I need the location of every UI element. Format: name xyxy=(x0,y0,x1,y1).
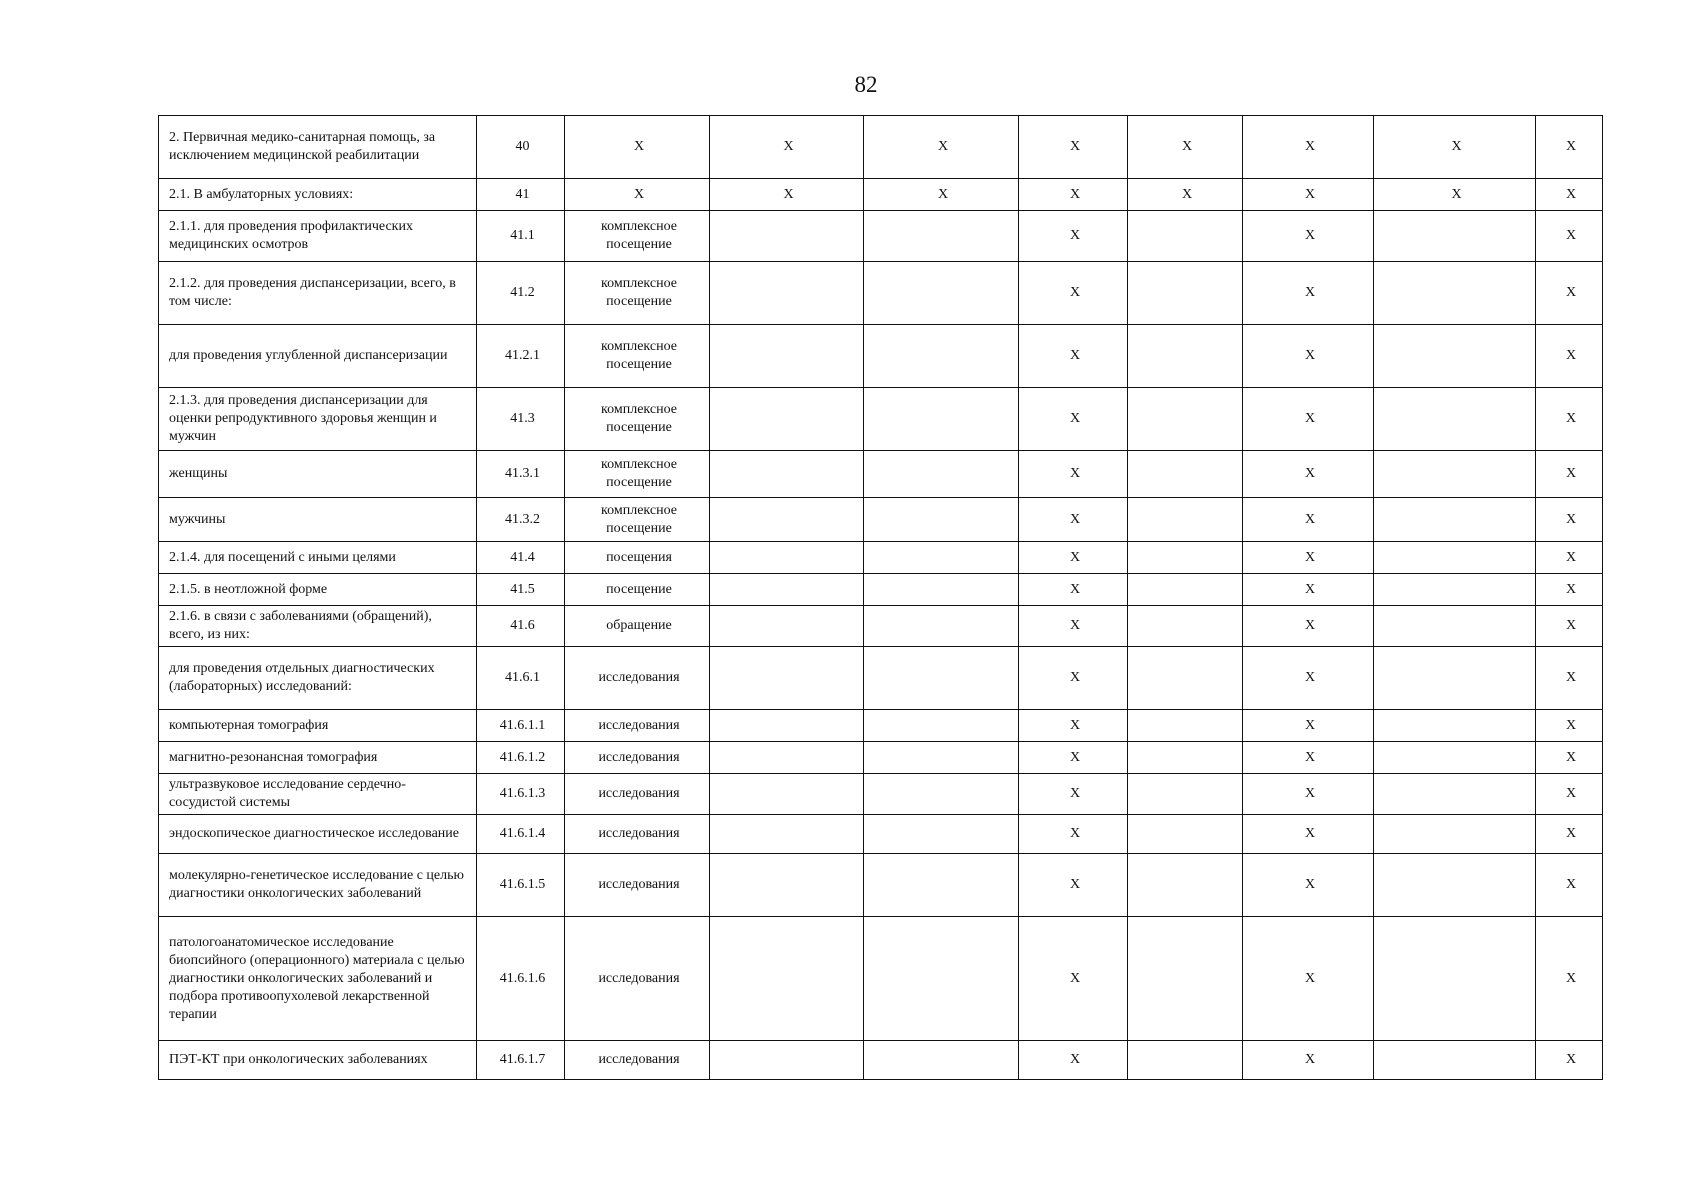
table-row xyxy=(159,815,1603,854)
value-cell-8: X xyxy=(1243,542,1374,574)
row-unit-cell: комплексное посещение xyxy=(565,211,710,262)
value-cell-6: X xyxy=(1019,542,1128,574)
value-cell-10: X xyxy=(1536,179,1603,211)
value-cell-4 xyxy=(710,606,864,647)
value-cell-8: X xyxy=(1243,179,1374,211)
row-name-cell: мужчины xyxy=(159,498,477,542)
row-unit-cell: посещения xyxy=(565,542,710,574)
row-name-cell: 2.1.4. для посещений с иными целями xyxy=(159,542,477,574)
value-cell-7 xyxy=(1128,606,1243,647)
row-name-cell: патологоанатомическое исследование биопсийного (операционного) материала с целью диагностики онкологических заболеваний и подбора противоопухолевой лекарственной терапии xyxy=(159,917,477,1041)
data-table xyxy=(158,115,1603,1080)
value-cell-5 xyxy=(864,1041,1019,1080)
value-cell-4 xyxy=(710,542,864,574)
row-unit-cell: X xyxy=(565,179,710,211)
table-row xyxy=(159,451,1603,498)
value-cell-7 xyxy=(1128,647,1243,710)
value-cell-8: X xyxy=(1243,1041,1374,1080)
row-unit-cell: комплексное посещение xyxy=(565,325,710,388)
table-row xyxy=(159,1041,1603,1080)
value-cell-5 xyxy=(864,774,1019,815)
row-code-cell: 41.6.1.4 xyxy=(477,815,565,854)
value-cell-10: X xyxy=(1536,451,1603,498)
value-cell-7 xyxy=(1128,451,1243,498)
row-code-cell: 41.6.1.7 xyxy=(477,1041,565,1080)
value-cell-6: X xyxy=(1019,606,1128,647)
value-cell-10: X xyxy=(1536,647,1603,710)
table-row xyxy=(159,606,1603,647)
value-cell-10: X xyxy=(1536,854,1603,917)
value-cell-4 xyxy=(710,262,864,325)
value-cell-7 xyxy=(1128,742,1243,774)
value-cell-9 xyxy=(1374,1041,1536,1080)
page-number: 82 xyxy=(854,72,878,97)
row-name-cell: компьютерная томография xyxy=(159,710,477,742)
value-cell-9 xyxy=(1374,647,1536,710)
value-cell-6: X xyxy=(1019,388,1128,451)
value-cell-5 xyxy=(864,262,1019,325)
value-cell-6: X xyxy=(1019,854,1128,917)
row-unit-cell: исследования xyxy=(565,774,710,815)
row-code-cell: 41.3 xyxy=(477,388,565,451)
value-cell-4 xyxy=(710,211,864,262)
value-cell-8: X xyxy=(1243,498,1374,542)
row-code-cell: 41.6.1.6 xyxy=(477,917,565,1041)
value-cell-10: X xyxy=(1536,917,1603,1041)
value-cell-7 xyxy=(1128,211,1243,262)
row-code-cell: 41.6.1 xyxy=(477,647,565,710)
table-row xyxy=(159,774,1603,815)
value-cell-9: X xyxy=(1374,179,1536,211)
table-row xyxy=(159,854,1603,917)
value-cell-7 xyxy=(1128,574,1243,606)
value-cell-6: X xyxy=(1019,574,1128,606)
value-cell-6: X xyxy=(1019,742,1128,774)
value-cell-7 xyxy=(1128,542,1243,574)
value-cell-7: X xyxy=(1128,179,1243,211)
value-cell-9 xyxy=(1374,710,1536,742)
row-code-cell: 41.4 xyxy=(477,542,565,574)
value-cell-6: X xyxy=(1019,451,1128,498)
row-name-cell: 2.1.5. в неотложной форме xyxy=(159,574,477,606)
value-cell-8: X xyxy=(1243,774,1374,815)
value-cell-7 xyxy=(1128,388,1243,451)
row-code-cell: 41 xyxy=(477,179,565,211)
value-cell-10: X xyxy=(1536,710,1603,742)
value-cell-9 xyxy=(1374,742,1536,774)
value-cell-8: X xyxy=(1243,647,1374,710)
row-unit-cell: исследования xyxy=(565,742,710,774)
value-cell-7 xyxy=(1128,774,1243,815)
value-cell-10: X xyxy=(1536,774,1603,815)
row-code-cell: 41.6 xyxy=(477,606,565,647)
row-unit-cell: исследования xyxy=(565,917,710,1041)
row-name-cell: для проведения отдельных диагностических (лабораторных) исследований: xyxy=(159,647,477,710)
value-cell-8: X xyxy=(1243,710,1374,742)
value-cell-5 xyxy=(864,647,1019,710)
row-name-cell: 2.1.3. для проведения диспансеризации для оценки репродуктивного здоровья женщин и мужчин xyxy=(159,388,477,451)
value-cell-5: X xyxy=(864,179,1019,211)
row-code-cell: 41.1 xyxy=(477,211,565,262)
row-code-cell: 41.3.1 xyxy=(477,451,565,498)
value-cell-9 xyxy=(1374,262,1536,325)
value-cell-5 xyxy=(864,815,1019,854)
value-cell-9 xyxy=(1374,498,1536,542)
value-cell-5 xyxy=(864,388,1019,451)
row-code-cell: 41.6.1.5 xyxy=(477,854,565,917)
value-cell-4 xyxy=(710,710,864,742)
value-cell-10: X xyxy=(1536,211,1603,262)
value-cell-8: X xyxy=(1243,262,1374,325)
table-row xyxy=(159,211,1603,262)
value-cell-6: X xyxy=(1019,815,1128,854)
row-name-cell: 2.1.2. для проведения диспансеризации, всего, в том числе: xyxy=(159,262,477,325)
row-unit-cell: посещение xyxy=(565,574,710,606)
value-cell-8: X xyxy=(1243,325,1374,388)
row-name-cell: 2. Первичная медико-санитарная помощь, за исключением медицинской реабилитации xyxy=(159,116,477,179)
row-unit-cell: исследования xyxy=(565,647,710,710)
value-cell-7 xyxy=(1128,1041,1243,1080)
row-name-cell: 2.1.6. в связи с заболеваниями (обращений), всего, из них: xyxy=(159,606,477,647)
value-cell-9 xyxy=(1374,854,1536,917)
row-unit-cell: обращение xyxy=(565,606,710,647)
value-cell-6: X xyxy=(1019,325,1128,388)
table-row xyxy=(159,116,1603,179)
value-cell-7 xyxy=(1128,917,1243,1041)
row-unit-cell: комплексное посещение xyxy=(565,451,710,498)
row-name-cell: для проведения углубленной диспансеризации xyxy=(159,325,477,388)
row-code-cell: 41.6.1.2 xyxy=(477,742,565,774)
value-cell-4 xyxy=(710,325,864,388)
value-cell-4 xyxy=(710,742,864,774)
value-cell-7 xyxy=(1128,325,1243,388)
value-cell-4 xyxy=(710,574,864,606)
value-cell-10: X xyxy=(1536,1041,1603,1080)
table-row xyxy=(159,710,1603,742)
value-cell-6: X xyxy=(1019,917,1128,1041)
table-row xyxy=(159,542,1603,574)
value-cell-5 xyxy=(864,542,1019,574)
value-cell-10: X xyxy=(1536,388,1603,451)
value-cell-6: X xyxy=(1019,211,1128,262)
value-cell-4 xyxy=(710,451,864,498)
row-name-cell: 2.1. В амбулаторных условиях: xyxy=(159,179,477,211)
table-row xyxy=(159,917,1603,1041)
table-row xyxy=(159,325,1603,388)
value-cell-4 xyxy=(710,917,864,1041)
value-cell-9: X xyxy=(1374,116,1536,179)
row-code-cell: 41.3.2 xyxy=(477,498,565,542)
table-row xyxy=(159,574,1603,606)
value-cell-8: X xyxy=(1243,742,1374,774)
value-cell-6: X xyxy=(1019,710,1128,742)
value-cell-9 xyxy=(1374,574,1536,606)
table-row xyxy=(159,262,1603,325)
row-unit-cell: комплексное посещение xyxy=(565,498,710,542)
row-name-cell: ультразвуковое исследование сердечно-сосудистой системы xyxy=(159,774,477,815)
value-cell-7 xyxy=(1128,498,1243,542)
value-cell-4 xyxy=(710,854,864,917)
value-cell-4 xyxy=(710,388,864,451)
table-row xyxy=(159,742,1603,774)
table-row xyxy=(159,498,1603,542)
row-name-cell: 2.1.1. для проведения профилактических медицинских осмотров xyxy=(159,211,477,262)
value-cell-5 xyxy=(864,451,1019,498)
value-cell-8: X xyxy=(1243,606,1374,647)
table-row xyxy=(159,388,1603,451)
value-cell-10: X xyxy=(1536,815,1603,854)
value-cell-8: X xyxy=(1243,388,1374,451)
row-unit-cell: X xyxy=(565,116,710,179)
row-unit-cell: комплексное посещение xyxy=(565,262,710,325)
value-cell-7 xyxy=(1128,815,1243,854)
value-cell-8: X xyxy=(1243,451,1374,498)
value-cell-7: X xyxy=(1128,116,1243,179)
value-cell-6: X xyxy=(1019,116,1128,179)
row-code-cell: 41.6.1.3 xyxy=(477,774,565,815)
table-row xyxy=(159,647,1603,710)
table-body xyxy=(159,116,1603,1080)
row-code-cell: 41.5 xyxy=(477,574,565,606)
value-cell-6: X xyxy=(1019,774,1128,815)
value-cell-4: X xyxy=(710,116,864,179)
row-name-cell: ПЭТ-КТ при онкологических заболеваниях xyxy=(159,1041,477,1080)
value-cell-5 xyxy=(864,574,1019,606)
row-code-cell: 41.2.1 xyxy=(477,325,565,388)
value-cell-4 xyxy=(710,815,864,854)
row-code-cell: 40 xyxy=(477,116,565,179)
value-cell-10: X xyxy=(1536,325,1603,388)
value-cell-8: X xyxy=(1243,815,1374,854)
value-cell-6: X xyxy=(1019,647,1128,710)
value-cell-9 xyxy=(1374,606,1536,647)
row-code-cell: 41.6.1.1 xyxy=(477,710,565,742)
row-unit-cell: исследования xyxy=(565,1041,710,1080)
row-name-cell: женщины xyxy=(159,451,477,498)
value-cell-6: X xyxy=(1019,498,1128,542)
value-cell-6: X xyxy=(1019,1041,1128,1080)
value-cell-9 xyxy=(1374,815,1536,854)
value-cell-9 xyxy=(1374,325,1536,388)
value-cell-10: X xyxy=(1536,542,1603,574)
value-cell-5 xyxy=(864,854,1019,917)
value-cell-5 xyxy=(864,325,1019,388)
value-cell-10: X xyxy=(1536,742,1603,774)
value-cell-9 xyxy=(1374,451,1536,498)
value-cell-10: X xyxy=(1536,498,1603,542)
value-cell-9 xyxy=(1374,774,1536,815)
table-row xyxy=(159,179,1603,211)
row-name-cell: эндоскопическое диагностическое исследование xyxy=(159,815,477,854)
row-name-cell: молекулярно-генетическое исследование с целью диагностики онкологических заболеваний xyxy=(159,854,477,917)
value-cell-10: X xyxy=(1536,606,1603,647)
value-cell-5 xyxy=(864,606,1019,647)
value-cell-5 xyxy=(864,742,1019,774)
value-cell-10: X xyxy=(1536,116,1603,179)
row-code-cell: 41.2 xyxy=(477,262,565,325)
value-cell-5 xyxy=(864,917,1019,1041)
value-cell-7 xyxy=(1128,710,1243,742)
row-unit-cell: комплексное посещение xyxy=(565,388,710,451)
value-cell-4 xyxy=(710,774,864,815)
value-cell-5 xyxy=(864,498,1019,542)
value-cell-9 xyxy=(1374,542,1536,574)
value-cell-6: X xyxy=(1019,262,1128,325)
value-cell-10: X xyxy=(1536,262,1603,325)
value-cell-5: X xyxy=(864,116,1019,179)
value-cell-10: X xyxy=(1536,574,1603,606)
row-unit-cell: исследования xyxy=(565,815,710,854)
value-cell-8: X xyxy=(1243,211,1374,262)
value-cell-9 xyxy=(1374,388,1536,451)
value-cell-7 xyxy=(1128,854,1243,917)
value-cell-5 xyxy=(864,710,1019,742)
value-cell-9 xyxy=(1374,917,1536,1041)
value-cell-6: X xyxy=(1019,179,1128,211)
value-cell-8: X xyxy=(1243,854,1374,917)
value-cell-7 xyxy=(1128,262,1243,325)
value-cell-5 xyxy=(864,211,1019,262)
value-cell-8: X xyxy=(1243,917,1374,1041)
row-unit-cell: исследования xyxy=(565,854,710,917)
value-cell-8: X xyxy=(1243,116,1374,179)
value-cell-4 xyxy=(710,498,864,542)
value-cell-4 xyxy=(710,1041,864,1080)
row-name-cell: магнитно-резонансная томография xyxy=(159,742,477,774)
value-cell-9 xyxy=(1374,211,1536,262)
value-cell-4: X xyxy=(710,179,864,211)
value-cell-8: X xyxy=(1243,574,1374,606)
value-cell-4 xyxy=(710,647,864,710)
row-unit-cell: исследования xyxy=(565,710,710,742)
